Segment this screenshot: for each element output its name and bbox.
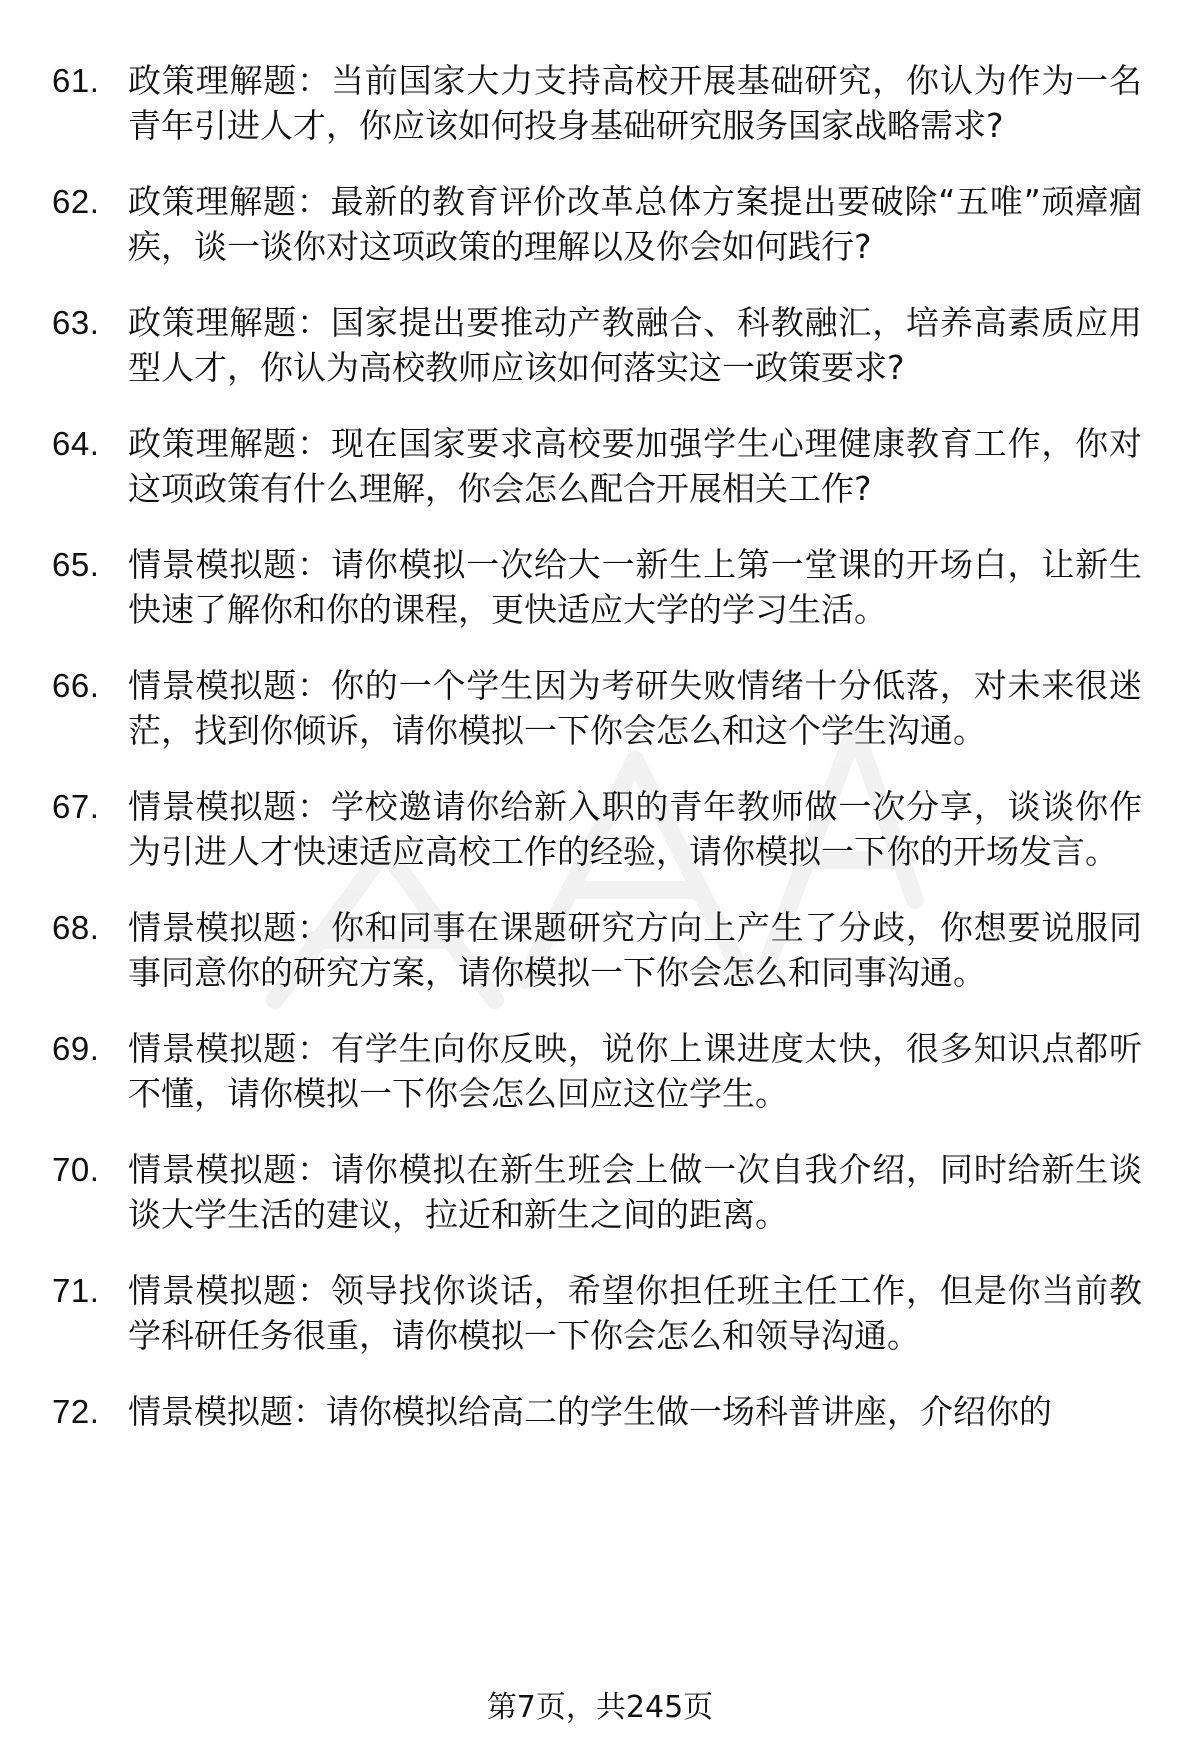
question-number: 61. [52,62,100,99]
question-text: 情景模拟题：领导找你谈话，希望你担任班主任工作，但是你当前教学科研任务很重，请你模拟一下你会怎么和领导沟通。 [128,1271,1142,1355]
question-list [52,58,1142,1465]
question-number: 62. [52,183,100,220]
question-item-71 [52,1268,1142,1358]
question-item-67 [52,784,1142,874]
question-text: 政策理解题：最新的教育评价改革总体方案提出要破除“五唯”顽瘴痼疾，谈一谈你对这项政策的理解以及你会如何践行? [128,182,1142,266]
question-text: 情景模拟题：请你模拟给高二的学生做一场科普讲座，介绍你的 [128,1392,1052,1431]
question-item-69 [52,1026,1142,1116]
question-text: 情景模拟题：有学生向你反映，说你上课进度太快，很多知识点都听不懂，请你模拟一下你会怎么回应这位学生。 [128,1029,1142,1113]
question-number: 70. [52,1151,100,1188]
question-item-64 [52,421,1142,511]
question-number: 69. [52,1030,100,1067]
question-text: 情景模拟题：请你模拟一次给大一新生上第一堂课的开场白，让新生快速了解你和你的课程，更快适应大学的学习生活。 [128,545,1142,629]
question-item-68 [52,905,1142,995]
page-number-footer: 第7页，共245页 [486,1690,714,1725]
question-text: 政策理解题：当前国家大力支持高校开展基础研究，你认为作为一名青年引进人才，你应该如何投身基础研究服务国家战略需求? [128,61,1142,145]
question-item-62 [52,179,1142,269]
question-item-65 [52,542,1142,632]
question-number: 68. [52,909,100,946]
question-number: 65. [52,546,100,583]
question-text: 政策理解题：国家提出要推动产教融合、科教融汇，培养高素质应用型人才，你认为高校教师应该如何落实这一政策要求? [128,303,1142,387]
question-number: 71. [52,1272,100,1309]
question-number: 64. [52,425,100,462]
question-text: 情景模拟题：你和同事在课题研究方向上产生了分歧，你想要说服同事同意你的研究方案，请你模拟一下你会怎么和同事沟通。 [128,908,1142,992]
question-number: 67. [52,788,100,825]
question-item-63 [52,300,1142,390]
question-text: 情景模拟题：你的一个学生因为考研失败情绪十分低落，对未来很迷茫，找到你倾诉，请你模拟一下你会怎么和这个学生沟通。 [128,666,1142,750]
question-text: 政策理解题：现在国家要求高校要加强学生心理健康教育工作，你对这项政策有什么理解，你会怎么配合开展相关工作? [128,424,1142,508]
question-item-72 [52,1389,1142,1434]
question-text: 情景模拟题：学校邀请你给新入职的青年教师做一次分享，谈谈你作为引进人才快速适应高校工作的经验，请你模拟一下你的开场发言。 [128,787,1142,871]
question-item-61 [52,58,1142,148]
question-item-66 [52,663,1142,753]
question-number: 63. [52,304,100,341]
question-number: 72. [52,1393,100,1430]
question-number: 66. [52,667,100,704]
question-item-70 [52,1147,1142,1237]
question-text: 情景模拟题：请你模拟在新生班会上做一次自我介绍，同时给新生谈谈大学生活的建议，拉近和新生之间的距离。 [128,1150,1142,1234]
